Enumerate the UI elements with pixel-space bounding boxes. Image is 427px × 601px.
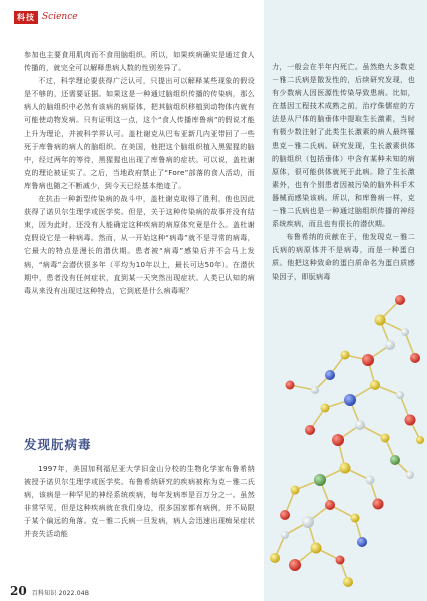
section-tag-english: Science	[42, 12, 78, 22]
section-tag: 科技	[14, 11, 38, 24]
paragraph: 参加也主要食用肌肉而不食用脑组织。所以，如果疾病确实是通过食人传播的，就完全可以解释患病人数的性别差异了。	[24, 50, 255, 73]
page-footer	[10, 584, 89, 598]
paragraph: 在抗击一种新型传染病的战斗中，盖杜谢克取得了胜利，他也因此获得了诺贝尔生理学或医学奖。但是，关于这种传染病的故事并没有结束，因为此时，还没有人能确定这种疾病的病原体究竟是什么。盖杜谢克假设它是一种病毒。然而，从一开始这种“病毒”就不是寻常的病毒，它最大的特点是漫长的潜伏期。患者被“病毒”感染后并不会马上发病，“病毒”会潜伏很多年（平均为10年以上，最长可达50年）。在潜伏期中，患者没有任何症状，直到某一天突然出现症状。人类已认知的病毒从来没有出现过这种特点，它到底是什么病毒呢？	[24, 194, 255, 295]
section-title: 发现朊病毒	[24, 437, 92, 452]
magazine-issue: 百科知识 2022.04B	[31, 590, 90, 597]
molecule-illustration	[250, 290, 427, 590]
paragraph: 不过，科学理论要获得广泛认可，只提出可以解释某些现象的假设是不够的，还需要证据。如果这是一种通过脑组织传播的传染病，那么病人的脑组织中必然有该病的病原体，把其脑组织移植到动物体内就有可能使动物发病。只有证明这一点，这个“食人传播库鲁病”的假说才能上升为理论，并被科学界认可。盖杜谢克从巴布亚新几内亚带回了一些死于库鲁病的病人的脑组织。在美国，他把这个脑组织植入黑猩猩的脑中，经过两年的等待，黑猩猩也出现了库鲁病的症状。可以说，盖杜谢克的理论被证实了。之后，当地政府禁止了“Fore”部落的食人活动，而库鲁病也随之不断减少，到今天已经基本绝迹了。	[24, 76, 255, 190]
left-column-bottom	[24, 462, 255, 541]
left-column-top	[24, 48, 255, 297]
section-header	[14, 10, 78, 24]
page-number: 20	[10, 584, 27, 598]
paragraph: 布鲁希纳的贡献在于，他发现克－雅二氏病的病原体并不是病毒，而是一种蛋白质。他把这种致命的蛋白质命名为蛋白质感染因子，即朊病毒	[272, 232, 415, 281]
paragraph: 1997年，美国加利福尼亚大学旧金山分校的生物化学家布鲁希纳被授予诺贝尔生理学或医学奖。布鲁希纳研究的疾病被称为克－雅二氏病，该病是一种罕见的神经系统疾病，每年发病率是百万分之一。虽然非常罕见，但是这种疾病就在我们身边，很多国家都有病例，并不局限于某个偏远的角落。克－雅二氏病一旦发病，病人会迅速出现痴呆症状并丧失活动能	[24, 464, 255, 539]
right-column	[272, 60, 415, 283]
paragraph: 力，一般会在半年内死亡。虽然绝大多数克－雅二氏病是散发性的，后续研究发现，也有少数病人因医源性传染导致患病。比如，在基因工程技术成熟之前，治疗侏儒症的方法是从尸体的脑垂体中提取生长激素，当时有极少数注射了此类生长激素的病人最终罹患克－雅二氏病。研究发现，生长激素供体的脑组织（包括垂体）中含有某种未知的病原体，很可能供体就死于此病。除了生长激素外，也有个别患者因被污染的脑外科手术器械而感染该病。所以，和库鲁病一样，克－雅二氏病也是一种通过脑组织传播的神经系统疾病，而且也有很长的潜伏期。	[272, 62, 415, 229]
